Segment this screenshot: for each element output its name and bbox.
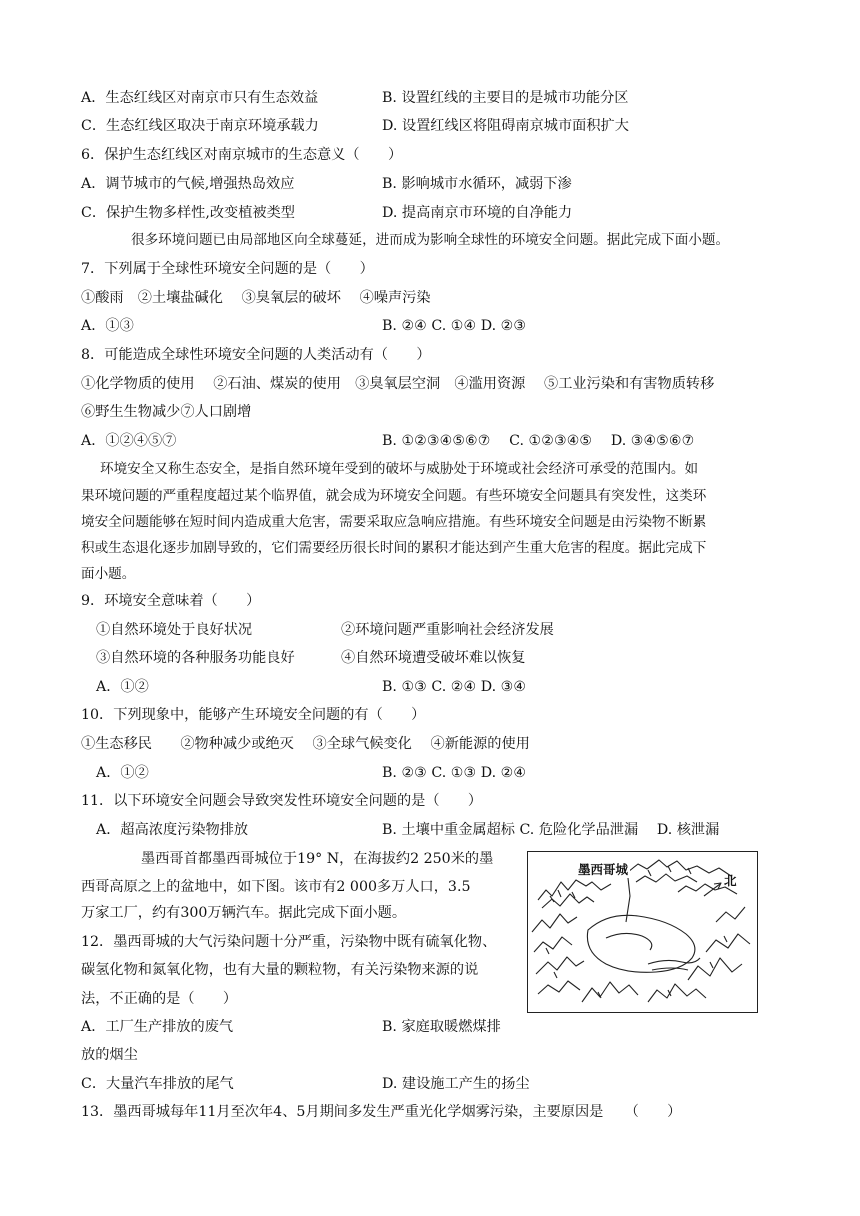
q8-items-line2: ⑥野生生物减少⑦人口剧增 — [81, 404, 252, 420]
q9-item-2: ②环境问题严重影响社会经济发展 — [341, 622, 554, 638]
q12-option-c: C．大量汽车排放的尾气 — [81, 1076, 234, 1092]
q9-item-3: ③自然环境的各种服务功能良好 — [96, 650, 295, 666]
q9-item-1: ①自然环境处于良好状况 — [96, 622, 253, 638]
q6-option-c: C．保护生物多样性,改变植被类型 — [81, 205, 295, 221]
q11-options-bcd: B. 土壤中重金属超标 C. 危险化学品泄漏 D. 核泄漏 — [382, 822, 720, 838]
intro-mexico-line1: 墨西哥首都墨西哥城位于19° N，在海拔约2 250米的墨 — [141, 851, 494, 867]
mexico-city-map — [527, 851, 758, 1013]
intro-safety-line3: 境安全问题能够在短时间内造成重大危害，需要采取应急响应措施。有些环境安全问题是由污染物不断累 — [81, 514, 707, 530]
q10-stem: 10．下列现象中，能够产生环境安全问题的有（ ） — [81, 707, 426, 723]
intro-mexico-line3: 万家工厂，约有300万辆汽车。据此完成下面小题。 — [81, 905, 407, 921]
q9-option-a: A．①② — [96, 679, 149, 695]
q12-stem-line3: 法，不正确的是（ ） — [81, 991, 238, 1007]
q5-option-a: A．生态红线区对南京市只有生态效益 — [81, 90, 319, 106]
mountain-basin-sketch — [528, 852, 757, 1012]
intro-safety-line2: 果环境问题的严重程度超过某个临界值，就会成为环境安全问题。有些环境安全问题具有突发性，这类环 — [81, 488, 707, 504]
map-city-label: 墨西哥城 — [578, 862, 629, 877]
q9-options-bcd: B. ①③ C. ②④ D. ③④ — [382, 679, 527, 695]
q12-option-d: D. 建设施工产生的扬尘 — [382, 1076, 530, 1092]
q9-stem: 9．环境安全意味着（ ） — [81, 593, 261, 609]
q5-option-b: B. 设置红线的主要目的是城市功能分区 — [382, 90, 629, 106]
intro-mexico-line2: 西哥高原之上的盆地中，如下图。该市有2 000多万人口，3.5 — [81, 879, 471, 895]
q6-stem: 6．保护生态红线区对南京城市的生态意义（ ） — [81, 147, 403, 163]
q6-option-d: D. 提高南京市环境的自净能力 — [382, 205, 573, 221]
q13-stem: 13．墨西哥城每年11月至次年4、5月期间多发生严重光化学烟雾污染，主要原因是 （ ） — [81, 1104, 682, 1120]
q12-option-a: A．工厂生产排放的废气 — [81, 1019, 234, 1035]
q7-option-a: A．①③ — [81, 318, 134, 334]
intro-safety-line4: 积或生态退化逐步加剧导致的，它们需要经历很长时间的累积才能达到产生重大危害的程度。据此完成下 — [81, 540, 707, 556]
q11-stem: 11．以下环境安全问题会导致突发性环境安全问题的是（ ） — [81, 793, 483, 809]
q9-item-4: ④自然环境遭受破坏难以恢复 — [341, 650, 526, 666]
q6-option-a: A．调节城市的气候,增强热岛效应 — [81, 176, 295, 192]
q10-option-a: A．①② — [96, 765, 149, 781]
q8-options-bcd: B. ①②③④⑤⑥⑦ C. ①②③④⑤ D. ③④⑤⑥⑦ — [382, 433, 695, 449]
intro-safety-line1: 环境安全又称生态安全，是指自然环境年受到的破坏与威胁处于环境或社会经济可承受的范围内。如 — [100, 461, 699, 477]
q5-option-c: C．生态红线区取决于南京环境承载力 — [81, 118, 319, 134]
intro-global-environment: 很多环境问题已由局部地区向全球蔓延，进而成为影响全球性的环境安全问题。据此完成下面小题。 — [131, 232, 730, 248]
map-north-label: 北 — [724, 873, 737, 888]
q6-option-b: B. 影响城市水循环，减弱下渗 — [382, 176, 572, 192]
q10-items: ①生态移民 ②物种减少或绝灭 ③全球气候变化 ④新能源的使用 — [81, 736, 530, 752]
q12-stem-line1: 12．墨西哥城的大气污染问题十分严重，污染物中既有硫氧化物、 — [81, 934, 497, 950]
q10-options-bcd: B. ②③ C. ①③ D. ②④ — [382, 765, 527, 781]
q7-items: ①酸雨 ②土壤盐碱化 ③臭氧层的破坏 ④噪声污染 — [81, 290, 431, 306]
q7-stem: 7．下列属于全球性环境安全问题的是（ ） — [81, 261, 374, 277]
q8-stem: 8．可能造成全球性环境安全问题的人类活动有（ ） — [81, 347, 431, 363]
q8-option-a: A．①②④⑤⑦ — [81, 433, 177, 449]
q12-option-b-continued: 放的烟尘 — [81, 1047, 138, 1063]
q12-option-b: B. 家庭取暖燃煤排 — [382, 1019, 501, 1035]
q7-options-bcd: B. ②④ C. ①④ D. ②③ — [382, 318, 527, 334]
q8-items-line1: ①化学物质的使用 ②石油、煤炭的使用 ③臭氧层空洞 ④滥用资源 ⑤工业污染和有害物质转移 — [81, 376, 715, 392]
intro-safety-line5: 面小题。 — [81, 566, 136, 582]
q12-stem-line2: 碳氢化物和氮氧化物，也有大量的颗粒物，有关污染物来源的说 — [81, 962, 479, 978]
q5-option-d: D. 设置红线区将阻碍南京城市面积扩大 — [382, 118, 629, 134]
q11-option-a: A．超高浓度污染物排放 — [96, 822, 249, 838]
